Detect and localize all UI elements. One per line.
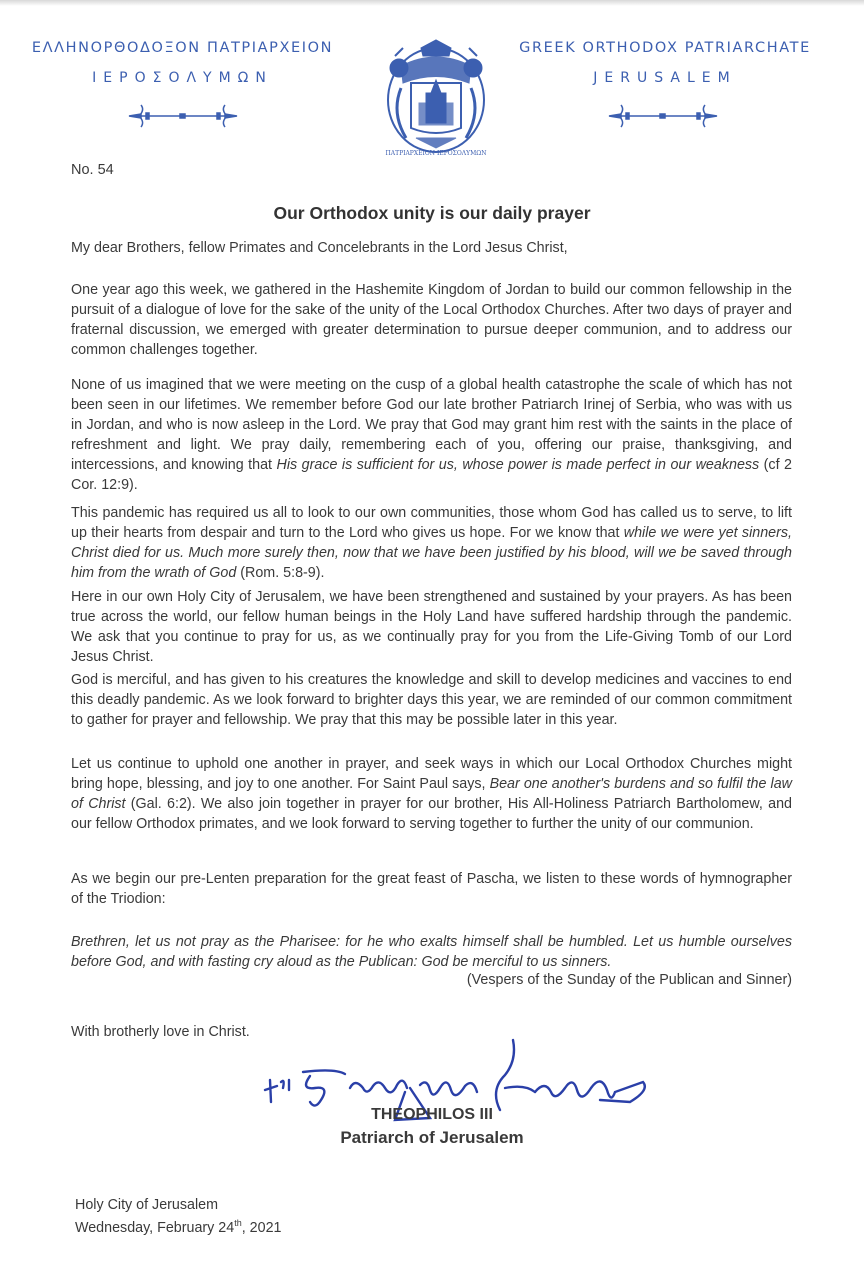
- scripture-quote: while we were yet sinners, Christ died for us. Much more surely then, now that we have been justified by his blood, will we be saved through him from the wrath of God: [71, 525, 792, 581]
- date-line: Wednesday, February 24th, 2021: [75, 1218, 282, 1236]
- ornament-divider-icon: [607, 104, 719, 128]
- scripture-quote: His grace is sufficient for us, whose power is made perfect in our weakness: [276, 457, 760, 473]
- paragraph-3: This pandemic has required us all to look to our own communities, those whom God has called us to serve, to lift up their hearts from despair and turn to the Lord who gives us hope. For we know that while we were yet sinners, Christ died for us. Much more surely then, now that we have been justified by his blood, will we be saved through him from the wrath of God (Rom. 5:8-9).: [71, 505, 792, 581]
- salutation: My dear Brothers, fellow Primates and Concelebrants in the Lord Jesus Christ,: [71, 240, 568, 256]
- place-line: Holy City of Jerusalem: [75, 1197, 219, 1213]
- letterhead-english-city: JERUSALEM: [593, 70, 737, 86]
- paragraph-2: None of us imagined that we were meeting on the cusp of a global health catastrophe the scale of which has not been seen in our lifetimes. We remember before God our late brother Patriarch Irinej of Serbia, who was with us in Jordan, and who is now asleep in the Lord. We pray that God may grant him rest with the saints in the place of refreshment and light. We pray daily, remembering each of you, offering our praise, thanksgiving, and intercessions, and knowing that His grace is sufficient for us, whose power is made perfect in our weakness (cf 2 Cor. 12:9).: [71, 377, 792, 493]
- document-number: No. 54: [71, 162, 114, 178]
- signatory-title: Patriarch of Jerusalem: [340, 1128, 524, 1147]
- svg-text:ΠΑΤΡΙΑΡΧΕΙΟΝ·ΙΕΡΟΣΟΛΥΜΩΝ: ΠΑΤΡΙΑΡΧΕΙΟΝ·ΙΕΡΟΣΟΛΥΜΩΝ: [385, 150, 487, 157]
- paragraph-7: As we begin our pre-Lenten preparation for the great feast of Pascha, we listen to these words of hymnographer of the Triodion:: [71, 871, 792, 907]
- patriarchate-seal-icon: [381, 38, 491, 158]
- paragraph-6: Let us continue to uphold one another in prayer, and seek ways in which our Local Orthodox Churches might bring hope, blessing, and joy to one another. For Saint Paul says, Bear one another's burdens and so fulfil the law of Christ (Gal. 6:2). We also join together in prayer for our brother, His All-Holiness Patriarch Bartholomew, and our fellow Orthodox primates, and we look forward to serving together to further the unity of our communion.: [71, 756, 792, 832]
- letterhead-greek-title: ΕΛΛΗΝΟΡΘΟΔΟΞΟΝ ΠΑΤΡΙΑΡΧΕΙΟΝ: [31, 40, 334, 56]
- scripture-quote: Bear one another's burdens and so fulfil the law of Christ: [71, 776, 792, 812]
- hymn-quote: Brethren, let us not pray as the Pharisee: for he who exalts himself shall be humbled. Let us humble ourselves before God, and with fasting cry aloud as the Publican: God be merciful to us sinners.: [71, 934, 792, 970]
- closing: With brotherly love in Christ.: [71, 1024, 250, 1040]
- paragraph-4: Here in our own Holy City of Jerusalem, we have been strengthened and sustained by your prayers. As has been true across the world, our fellow human beings in the Holy Land have suffered hardship through the pandemic. We ask that you continue to pray for us, as we continually pray for you from the Life-Giving Tomb of our Lord Jesus Christ.: [71, 589, 792, 665]
- paragraph-5: God is merciful, and has given to his creatures the knowledge and skill to develop medicines and vaccines to end this deadly pandemic. As we look forward to brighter days this year, we are reminded of our common commitment to gather for prayer and fellowship. We pray that this may be possible later in this year.: [71, 672, 792, 728]
- hymn-quote-source: (Vespers of the Sunday of the Publican and Sinner): [466, 972, 792, 988]
- letterhead-english-title: GREEK ORTHODOX PATRIARCHATE: [519, 40, 811, 56]
- document-title: Our Orthodox unity is our daily prayer: [273, 203, 591, 223]
- page-top-shadow: [0, 0, 864, 6]
- ornament-divider-icon: [127, 104, 239, 128]
- paragraph-1: One year ago this week, we gathered in the Hashemite Kingdom of Jordan to build our common fellowship in the pursuit of a dialogue of love for the sake of the unity of the Local Orthodox Churches. After two days of prayer and fraternal discussion, we emerged with greater determination to pursue deeper communion, and to address our common challenges together.: [71, 282, 792, 358]
- letterhead-greek-city: ΙΕΡΟΣΟΛΥΜΩΝ: [92, 70, 273, 86]
- signatory-name: THEOPHILOS III: [371, 1106, 493, 1123]
